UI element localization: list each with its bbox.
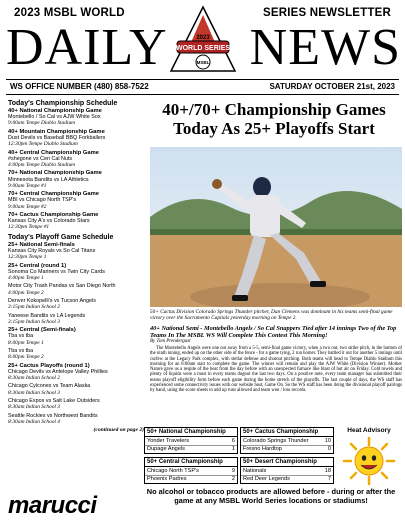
game-time-location: 8:00pm Tempe 2 (8, 354, 44, 361)
story-body: The Montebello Angels were one out away from a 5-5, semi-final game victory, when a two out, two strike pitch, in the bottom of the ninth inning, ended up on the other side of the fence - for a game tying, 2 run homer. They battled it out for another 5 innings until curfew at the Legacy Park complex, with stellar defense and shutout pitching. Both teams will head to Tempe Diablo Stadium this morning for an 8:00am start to complete the game. The winner will remain and play the AJW White (Division Winner). Mother Nature gave us a respite of the heat from the day before with an unexpected furnace like blast of hot air on Friday. Cold towels and plenty of liquids were a must in every teams dugout the last two days. On a positive note, every team manager has submitted their teams playoff eligibility form before each game during the home stretch of the playoffs. The last couple of days, the WS staff has experienced some connectivity issues with our website host, Game On. So the WS staff has been doing the divisional playoff pairings by hand, using the score sheets to add up runs allowed and team won / loss records. (150, 346, 402, 394)
game-matchup: Motor City Trash Pandas vs San Diego North (8, 283, 116, 290)
game-matchup: Montebello / So Cal vs AJW White Sox (8, 114, 101, 121)
game-title: 70+ Cactus Championship Game (8, 211, 99, 218)
game-time-location: 8:30am Indian School 3 (8, 389, 60, 396)
alcohol-notice: No alcohol or tobacco products are allowed before - during or after the game at any MSBL World Series locations or stadiums! (146, 487, 396, 506)
game-time-location: 12:30pm Tempe 1 (8, 254, 47, 261)
story-byline: By Tom Prendergast (150, 339, 191, 344)
schedule-game (8, 313, 144, 325)
playoff-schedule-title: Today's Playoff Game Schedule (8, 233, 114, 241)
masthead-daily: DAILY (6, 19, 168, 76)
game-time-location: 8:30am Indian School 3 (8, 404, 60, 411)
game-title: 25+ Central (Semi-finals) (8, 327, 76, 334)
game-time-location: 8:30am Indian School 4 (8, 418, 60, 425)
headline: 40+/70+ Championship Games Today As 25+ Playoffs Start (162, 100, 386, 138)
standings-row: Phoenix Padres 2 (147, 476, 235, 483)
world-series-logo (167, 5, 239, 77)
standings-box (240, 457, 334, 484)
heat-advisory-title: Heat Advisory (347, 427, 391, 434)
schedule-game (8, 170, 144, 189)
pitcher-photo (150, 147, 402, 307)
schedule-game (8, 108, 144, 127)
game-time-location: 9:00am Tempe #1 (8, 182, 47, 189)
game-matchup: #shegone vs Cen Cal Nuts (8, 155, 73, 162)
schedule-game (8, 327, 144, 346)
logo-text-mid: WORLD SERIES (175, 45, 231, 52)
game-matchup: Seattle Rockies vs Northwest Bandits (8, 412, 98, 419)
standings-row: Nationals 18 (243, 467, 331, 474)
masthead-news: NEWS (249, 19, 401, 76)
schedule-game (8, 348, 144, 360)
game-title: 25+ Central (round 1) (8, 262, 67, 269)
game-matchup: MBI vs Chicago North TSP's (8, 197, 77, 204)
standings-title: 50+ Cactus Championship (241, 428, 333, 437)
standings-row: Fresno Hardtop 0 (243, 446, 331, 453)
schedule-game (8, 129, 144, 148)
game-title: 40+ National Championship Game (8, 108, 102, 114)
game-matchup: Tba vs tba (8, 333, 34, 340)
standings-box (240, 427, 334, 454)
game-title: 70+ Central Championship Game (8, 191, 100, 198)
game-time-location: 4:00pm Tempe 2 (8, 289, 44, 296)
story-headline: 40+ National Semi - Montebello Angels / So Cal Snappers Tied after 14 innings Two of the Top Teams In The MSBL WS Will Complete This Contest This Morning! (150, 325, 397, 339)
playoff-game-list (8, 242, 144, 425)
schedule-game (8, 283, 144, 295)
game-matchup: Sonoma Co Mariners vs Twin City Cards (8, 268, 105, 275)
schedule-game (8, 363, 144, 382)
game-time-location: 8:30am Indian School 2 (8, 374, 60, 381)
game-time-location: 3:15pm Indian School 3 (8, 318, 60, 325)
game-time-location: 3:15pm Indian School 2 (8, 304, 60, 311)
office-number: WS OFFICE NUMBER (480) 858-7522 (10, 82, 149, 91)
schedule-column (8, 97, 144, 433)
game-time-location: 12:30pm Tempe #1 (8, 224, 50, 231)
game-title: 25+ Cactus Playoffs (round 1) (8, 362, 90, 369)
marucci-logo: marucci (8, 492, 97, 519)
game-matchup: Chicago Expos vs Salt Lake Outsiders (8, 397, 100, 404)
game-matchup: Denver Kokopelli's vs Tucson Angels (8, 297, 96, 304)
game-title: 25+ National Semi-finals (8, 241, 75, 248)
standings-title: 50+ Desert Championship (241, 458, 333, 467)
info-bar (6, 79, 399, 95)
sun-icon (338, 436, 400, 486)
game-title: 40+ Central Championship Game (8, 149, 100, 156)
standings-box (144, 457, 238, 484)
game-title: 40+ Mountain Championship Game (8, 128, 105, 135)
game-matchup: Kansas City Royals vs So Cal Titans (8, 247, 96, 254)
game-matchup: Minnesota Bandits vs LA Athletics (8, 176, 89, 183)
schedule-game (8, 150, 144, 169)
schedule-game (8, 298, 144, 310)
game-matchup: Tba vs tba (8, 347, 34, 354)
standings-row: Colorado Springs Thunder 10 (243, 437, 331, 444)
game-time-location: 4:00pm Tempe 1 (8, 274, 44, 281)
game-time-location: 9:00am Tempe #2 (8, 203, 47, 210)
game-time-location: 9:00am Tempe Diablo Stadium (8, 120, 76, 127)
schedule-game (8, 242, 144, 261)
header-right-text: SERIES NEWSLETTER (263, 7, 391, 19)
schedule-game (8, 398, 144, 410)
logo-text-top: 2023 (196, 35, 210, 41)
game-matchup: Kansas City A's vs Colorado Stars (8, 218, 90, 225)
game-time-location: 4:00pm Tempe Diablo Stadium (8, 162, 76, 168)
game-time-location: 12:30pm Tempe Diablo Stadium (8, 141, 78, 148)
schedule-game (8, 212, 144, 231)
game-matchup: Dust Devils vs Baseball BBQ Forkballers (8, 135, 106, 141)
header-left-text: 2023 MSBL WORLD (14, 7, 125, 19)
schedule-game (8, 413, 144, 425)
standings-title: 50+ Central Championship (145, 458, 237, 467)
continued-note: (continued on page 2) (93, 427, 144, 434)
game-matchup: Chicago Cylcones vs Team Alaska (8, 383, 91, 390)
standings-box (144, 427, 238, 454)
game-matchup: Yaneese Bandits vs LA Legends (8, 312, 86, 319)
championship-schedule-title: Today's Championship Schedule (8, 100, 118, 107)
schedule-game (8, 383, 144, 395)
standings-row: Yonder Travelers 6 (147, 437, 235, 444)
standings-row: Red Deer Legends 7 (243, 476, 331, 483)
standings-row: Chicago North TSP's 9 (147, 467, 235, 474)
issue-date: SATURDAY OCTOBER 21st, 2023 (269, 82, 395, 91)
standings-row: Dupage Angels 1 (147, 446, 235, 453)
championship-game-list (8, 108, 144, 231)
schedule-game (8, 263, 144, 282)
photo-caption: 50+ Cactus Division Colorado Springs Thunder pitcher, Dan Clemens was dominant in his teams semi-final game victory over the Sacramento Capitals yesterday morning on Tempe 2. (150, 309, 393, 321)
game-title: 70+ National Championship Game (8, 170, 102, 177)
game-time-location: 8:00pm Tempe 1 (8, 339, 44, 346)
schedule-game (8, 191, 144, 210)
logo-text-bot: MSBL (196, 60, 210, 65)
standings-title: 50+ National Championship (145, 428, 237, 437)
game-matchup: Chicago Devils vs Antelope Valley Phillies (8, 368, 108, 375)
